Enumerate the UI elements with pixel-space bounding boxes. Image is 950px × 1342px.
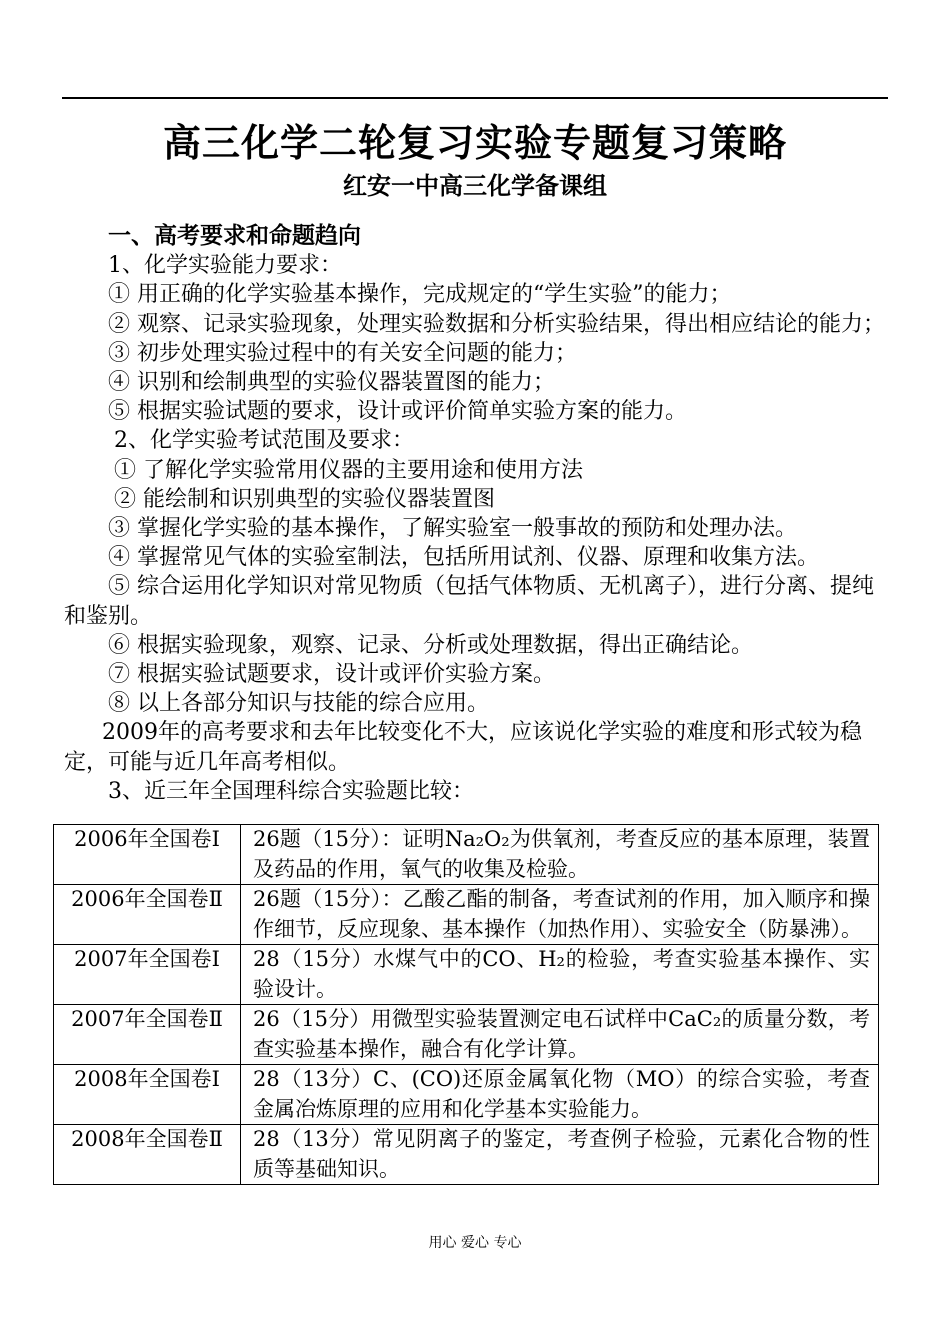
part1-item: ① 用正确的化学实验基本操作，完成规定的“学生实验”的能力； xyxy=(108,282,732,308)
year-cell: 2007年全国卷Ⅱ xyxy=(54,1005,241,1065)
year-cell: 2008年全国卷Ⅰ xyxy=(54,1065,241,1125)
part2-item: ② 能绘制和识别典型的实验仪器装置图 xyxy=(114,486,495,512)
table-row xyxy=(54,1065,879,1125)
description-cell: 26（15分）用微型实验装置测定电石试样中CaC₂的质量分数，考查实验基本操作，融合有化学计算。 xyxy=(241,1005,879,1065)
part1-item: ② 观察、记录实验现象，处理实验数据和分析实验结果，得出相应结论的能力； xyxy=(108,311,885,337)
part2-item: ⑧ 以上各部分知识与技能的综合应用。 xyxy=(108,691,489,717)
part1-item: ⑤ 根据实验试题的要求，设计或评价简单实验方案的能力。 xyxy=(108,399,687,425)
part1-item: ③ 初步处理实验过程中的有关安全问题的能力； xyxy=(108,340,577,366)
table-row xyxy=(54,825,879,885)
part3-title: 3、近三年全国理科综合实验题比较： xyxy=(108,778,474,804)
description-cell: 26题（15分）：乙酸乙酯的制备，考查试剂的作用，加入顺序和操作细节，反应现象、基本操作（加热作用）、实验安全（防暴沸）。 xyxy=(241,885,879,945)
part2-item: ⑤ 综合运用化学知识对常见物质（包括气体物质、无机离子），进行分离、提纯和鉴别。 xyxy=(64,574,874,629)
part2-item: ⑥ 根据实验现象，观察、记录、分析或处理数据，得出正确结论。 xyxy=(108,632,753,658)
page-title: 高三化学二轮复习实验专题复习策略 xyxy=(162,121,787,165)
year-cell: 2006年全国卷Ⅰ xyxy=(54,825,241,885)
year-cell: 2008年全国卷Ⅱ xyxy=(54,1125,241,1185)
comparison-table xyxy=(53,824,879,1185)
summary-paragraph: 2009年的高考要求和去年比较变化不大，应该说化学实验的难度和形式较为稳定，可能与近几年高考相似。 xyxy=(64,720,862,775)
part2-item: ③ 掌握化学实验的基本操作，了解实验室一般事故的预防和处理办法。 xyxy=(108,516,797,542)
description-cell: 28（15分）水煤气中的CO、H₂的检验，考查实验基本操作、实验设计。 xyxy=(241,945,879,1005)
description-cell: 26题（15分）：证明Na₂O₂为供氧剂，考查反应的基本原理，装置及药品的作用，氧气的收集及检验。 xyxy=(241,825,879,885)
section-heading: 一、高考要求和命题趋向 xyxy=(108,223,361,249)
table-row xyxy=(54,945,879,1005)
part2-item: ① 了解化学实验常用仪器的主要用途和使用方法 xyxy=(114,457,583,483)
year-cell: 2007年全国卷Ⅰ xyxy=(54,945,241,1005)
year-cell: 2006年全国卷Ⅱ xyxy=(54,885,241,945)
part2-title: 2、化学实验考试范围及要求： xyxy=(114,428,414,454)
document-body xyxy=(64,222,890,806)
header-rule xyxy=(62,97,888,99)
part2-item: ④ 掌握常见气体的实验室制法，包括所用试剂、仪器、原理和收集方法。 xyxy=(108,545,819,571)
table-row xyxy=(54,885,879,945)
part1-item: ④ 识别和绘制典型的实验仪器装置图的能力； xyxy=(108,370,555,396)
description-cell: 28（13分）常见阴离子的鉴定，考查例子检验，元素化合物的性质等基础知识。 xyxy=(241,1125,879,1185)
table-row xyxy=(54,1125,879,1185)
part2-item: ⑦ 根据实验试题要求，设计或评价实验方案。 xyxy=(108,662,555,688)
part1-title: 1、化学实验能力要求： xyxy=(108,253,342,279)
page-subtitle: 红安一中高三化学备课组 xyxy=(343,172,607,200)
table-row xyxy=(54,1005,879,1065)
description-cell: 28（13分）C、(CO)还原金属氧化物（MO）的综合实验，考查金属冶炼原理的应用和化学基本实验能力。 xyxy=(241,1065,879,1125)
page-footer: 用心 爱心 专心 xyxy=(428,1235,522,1251)
